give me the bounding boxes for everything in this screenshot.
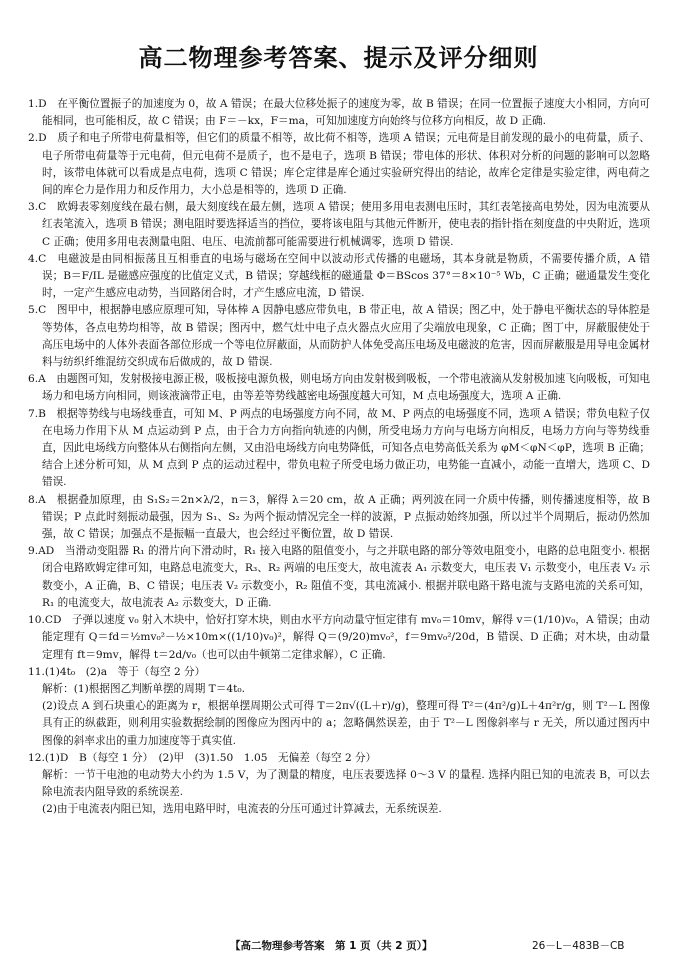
answer-item xyxy=(28,543,650,612)
answer-text: 8.A 根据叠加原理，由 S₁S₂＝2n×λ/2，n＝3，解得 λ＝20 cm，故 A 正确；两列波在同一介质中传播，则传播速度相等，故 B 错误；P 点此时刻振动最强，因为 S₁、S₂ 为两个振动情况完全一样的波源，P 点振动始终加强，所以过半个周期后，振动仍然加强，故 C 错误；加强点不是振幅一直最大，也会经过平衡位置，故 D 错误. xyxy=(28,493,650,541)
answer-text: 7.B 根据等势线与电场线垂直，可知 M、P 两点的电场强度方向不同，故 M、P 两点的电场强度不同，选项 A 错误；带负电粒子仅在电场力作用下从 M 点运动到 P 点，由于合力方向指向轨迹的内侧，所受电场力方向与电场方向相反，电场力方向与等势线垂直，因此电场线方向整体从右侧指向左侧，又由沿电场线方向电势降低，可知各点电势高低关系为 φM＜φN＜φP，选项 B 正确；结合上述分析可知，从 M 点到 P 点的运动过程中，带负电粒子所受电场力做正功，电势能一直减小，动能一直增大，选项 C、D 错误. xyxy=(28,407,650,489)
page-title: 高二物理参考答案、提示及评分细则 xyxy=(138,44,539,72)
answer-detail: 解析：一节干电池的电动势大小约为 1.5 V，为了测量的精度，电压表要选择 0～3 V 的量程. 选择内阻已知的电流表 B，可以去除电流表内阻导致的系统误差. xyxy=(42,768,650,799)
answer-item xyxy=(28,371,650,405)
footer-code: 26－L－483B－CB xyxy=(532,940,625,952)
answer-item xyxy=(28,199,650,251)
answer-detail: (2)由于电流表内阻已知，选用电路甲时，电流表的分压可通过计算减去，无系统误差. xyxy=(42,803,442,816)
footer-page-label: 【高二物理参考答案 第 1 页（共 2 页）】 xyxy=(230,940,433,952)
answer-text: 5.C 图甲中，根据静电感应原理可知，导体棒 A 因静电感应带负电，B 带正电，故 A 错误；图乙中，处于静电平衡状态的导体腔是等势体，各点电势均相等，故 B 错误；图丙中，燃气灶中电子点火器点火应用了尖端放电现象，C 正确；图丁中，屏蔽服使处于高压电场中的人体外表面各部位形成一个等电位屏蔽面，从而防护人体免受高压电场及电磁波的危害，因而屏蔽服是用导电金属材料与纺织纤维混纺交织成布后做成的，故 D 错误. xyxy=(28,304,650,369)
answer-item xyxy=(28,251,650,303)
answer-text: 6.A 由题图可知，发射极接电源正极，吸板接电源负极，则电场方向由发射极到吸板，一个带电液滴从发射极加速飞向吸板，可知电场力和电场方向相同，则该液滴带正电，由等差等势线越密电场强度越大可知，M 点电场强度大，选项 A 正确. xyxy=(28,373,650,403)
answer-list xyxy=(28,96,650,819)
answer-detail: 解析：(1)根据图乙判断单摆的周期 T＝4t₀. xyxy=(42,682,245,695)
answer-item xyxy=(28,96,650,130)
answer-text: 9.AD 当滑动变阻器 R₁ 的滑片向下滑动时，R₁ 接入电路的阻值变小，与之并联电路的部分等效电阻变小，电路的总电阻变小. 根据闭合电路欧姆定律可知，电路总电流变大，R₃、R₂ 两端的电压变大，故电流表 A₁ 示数变大，电压表 V₁ 示数变小，电压表 V₂ 示数变小，A 正确，B、C 错误；电压表 V₂ 示数变小，R₂ 阻值不变，其电流减小. 根据并联电路干路电流与支路电流的关系可知，R₁ 的电流变大，故电流表 A₂ 示数变大，D 正确. xyxy=(28,545,650,609)
answer-item xyxy=(28,130,650,199)
answer-text: 12.(1)D B（每空 1 分） (2)甲 (3)1.50 1.05 无偏差（每空 2 分） xyxy=(28,751,377,764)
answer-item xyxy=(28,492,650,544)
answer-item xyxy=(28,664,650,750)
answer-item xyxy=(28,406,650,492)
answer-item xyxy=(28,612,650,664)
answer-detail: (2)设点 A 到石块重心的距离为 r，根据单摆周期公式可得 T＝2π√((L＋r)/g)，整理可得 T²＝(4π²/g)L＋4π²r/g，则 T²－L 图像具有正的纵截距，则利用实验数据绘制的图像应为图丙中的 a；忽略偶然误差，由于 T²－L 图像斜率与 r 无关，所以通过图丙中图像的斜率求出的重力加速度等于真实值. xyxy=(42,700,650,747)
answer-text: 1.D 在平衡位置振子的加速度为 0，故 A 错误；在最大位移处振子的速度为零，故 B 错误；在同一位置振子速度大小相同，方向可能相同，也可能相反，故 C 错误；由 F＝－kx，F＝ma，可知加速度方向始终与位移方向相反，故 D 正确. xyxy=(28,98,650,128)
answer-text: 10.CD 子弹以速度 v₀ 射入木块中，恰好打穿木块，则由水平方向动量守恒定律有 mv₀＝10mv，解得 v＝(1/10)v₀，A 错误；由动能定理有 Q＝fd＝½mv₀²－½×10m×((1/10)v₀)²，解得 Q＝(9/20)mv₀²，f＝9mv₀²/20d，B 错误、D 正确；对木块，由动量定理有 ft＝9mv，解得 t＝2d/v₀（也可以由牛顿第二定律求解），C 正确. xyxy=(28,614,650,661)
answer-text: 11.(1)4t₀ (2)a 等于（每空 2 分） xyxy=(28,665,206,678)
answer-item xyxy=(28,750,650,819)
answer-text: 3.C 欧姆表零刻度线在最右侧，最大刻度线在最左侧，选项 A 错误；使用多用电表测电压时，其红表笔接高电势处，因为电流要从红表笔流入，选项 B 错误；测电阻时要选择适当的挡位，要将该电阻与其他元件断开，使电表的指针指在刻度盘的中央附近，选项 C 正确；使用多用电表测量电阻、电压、电流前都可能需要进行机械调零，选项 D 错误. xyxy=(28,201,650,248)
answer-item xyxy=(28,302,650,371)
answer-text: 4.C 电磁波是由同相振荡且互相垂直的电场与磁场在空间中以波动形式传播的电磁场，其本身就是物质，不需要传播介质，A 错误；B＝F/IL 是磁感应强度的比值定义式，B 错误；穿越线框的磁通量 Φ＝BScos 37°＝8×10⁻⁵ Wb，C 正确；磁通量发生变化时，一定产生感应电动势，当回路闭合时，才产生感应电流，D 错误. xyxy=(28,252,650,300)
answer-text: 2.D 质子和电子所带电荷量相等，但它们的质量不相等，故比荷不相等，选项 A 错误；元电荷是目前发现的最小的电荷量，质子、电子所带电荷量等于元电荷，但元电荷不是质子，也不是电子，选项 B 错误；带电体的形状、体积对分析的问题的影响可以忽略时，该带电体就可以看成是点电荷，选项 C 错误；库仑定律是库仑通过实验研究得出的结论，故库仑定律是实验定律，两电荷之间的库仑力是作用力和反作用力，大小总是相等的，选项 D 正确. xyxy=(28,132,650,197)
